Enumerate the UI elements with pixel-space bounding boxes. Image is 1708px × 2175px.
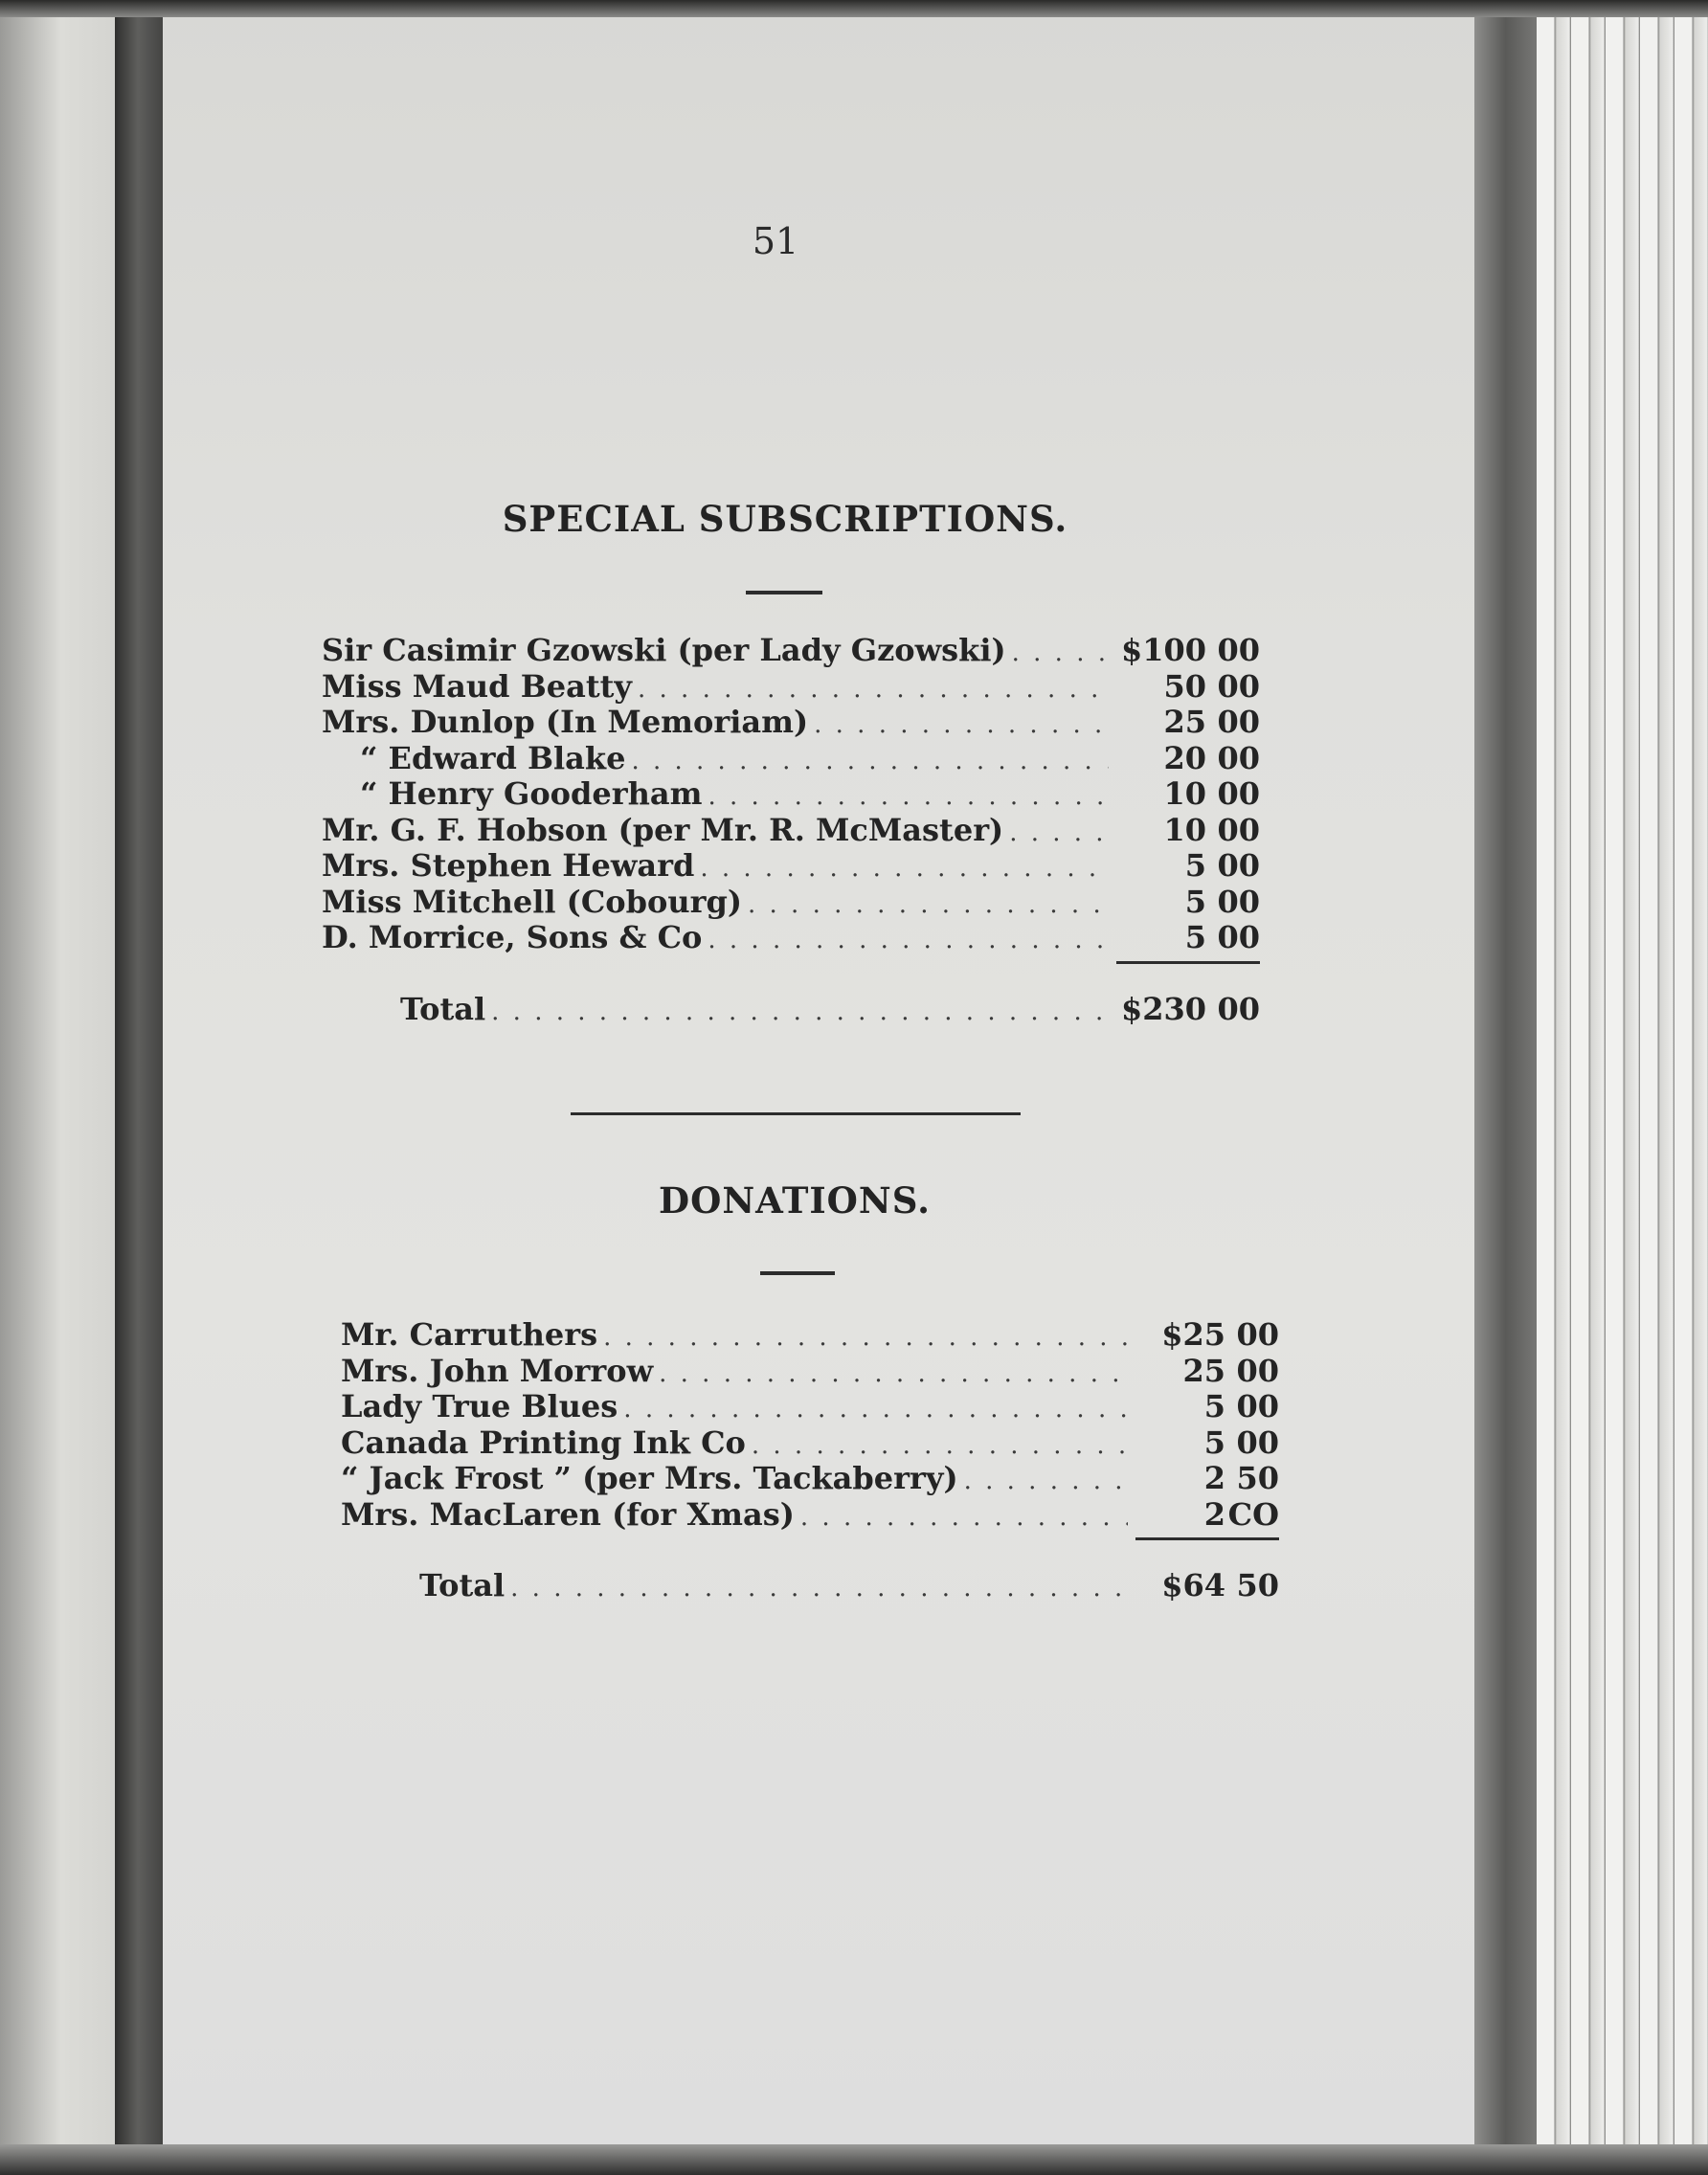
total-label: Total: [419, 1567, 506, 1603]
list-item: [341, 1496, 1279, 1533]
list-item: [341, 1388, 1279, 1424]
entry-dollars: 5: [1203, 1388, 1225, 1424]
entry-dollars: $25: [1161, 1316, 1225, 1353]
leader-dots: [510, 1574, 1128, 1603]
entry-cents: 00: [1217, 811, 1260, 848]
entry-name: Lady True Blues: [341, 1388, 618, 1424]
list-item: [341, 1460, 1279, 1496]
total-cents: 50: [1236, 1567, 1279, 1603]
heading-rule: [760, 1271, 835, 1275]
entry-cents: 00: [1217, 847, 1260, 884]
section-divider: [571, 1112, 1021, 1115]
entry-name: Sir Casimir Gzowski (per Lady Gzowski): [322, 632, 1006, 668]
entry-name: “ Jack Frost ” (per Mrs. Tackaberry): [341, 1460, 958, 1496]
entry-name: Miss Mitchell (Cobourg): [322, 883, 742, 920]
entry-name: “ Henry Gooderham: [360, 775, 703, 812]
page: [163, 0, 1484, 2175]
page-number: 51: [752, 220, 799, 262]
special-subscriptions-heading: SPECIAL SUBSCRIPTIONS.: [502, 498, 1068, 540]
entry-cents: 00: [1217, 883, 1260, 920]
entry-dollars: 5: [1184, 919, 1206, 955]
top-border: [0, 0, 1708, 17]
list-item: [341, 1316, 1279, 1353]
entry-name: D. Morrice, Sons & Co: [322, 919, 703, 955]
bottom-border: [0, 2144, 1708, 2175]
leader-dots: [800, 1503, 1128, 1532]
entry-dollars: 10: [1163, 775, 1206, 812]
entry-cents: 00: [1217, 667, 1260, 705]
entry-dollars: 10: [1163, 811, 1206, 848]
total-row: [341, 1567, 1279, 1603]
leader-dots: [603, 1323, 1128, 1352]
donations-heading: DONATIONS.: [659, 1179, 931, 1222]
entry-name: Mrs. John Morrow: [341, 1352, 654, 1389]
list-item: [322, 919, 1260, 955]
total-row: [322, 991, 1260, 1027]
entry-name: Canada Printing Ink Co: [341, 1424, 746, 1461]
entry-name: Mrs. MacLaren (for Xmas): [341, 1495, 795, 1533]
entry-cents: 50: [1236, 1460, 1279, 1496]
total-rule: [1135, 1537, 1279, 1540]
list-item: [322, 740, 1260, 776]
total-cents: 00: [1217, 990, 1260, 1027]
special-subscriptions-list: [322, 632, 1260, 1026]
leader-dots: [638, 675, 1109, 704]
entry-cents: 00: [1217, 775, 1260, 812]
leader-dots: [1012, 639, 1109, 667]
leader-dots: [631, 747, 1109, 775]
leader-dots: [708, 782, 1109, 811]
entry-cents: 00: [1217, 704, 1260, 740]
entry-dollars: 2: [1203, 1495, 1225, 1533]
leader-dots: [814, 710, 1109, 739]
list-item: [322, 668, 1260, 705]
total-dollars: $64: [1161, 1567, 1225, 1603]
entry-name: Mr. Carruthers: [341, 1316, 598, 1353]
entry-cents: 00: [1236, 1424, 1279, 1461]
entry-dollars: 5: [1203, 1424, 1225, 1461]
list-item: [322, 704, 1260, 740]
entry-cents: 00: [1217, 919, 1260, 955]
leader-dots: [700, 854, 1109, 883]
entry-cents: 00: [1236, 1388, 1279, 1424]
entry-dollars: 50: [1163, 667, 1206, 705]
entry-cents: 00: [1217, 632, 1260, 668]
entry-name: Mr. G. F. Hobson (per Mr. R. McMaster): [322, 811, 1004, 848]
entry-name: Miss Maud Beatty: [322, 667, 632, 705]
leader-dots: [964, 1467, 1128, 1495]
leader-dots: [752, 1431, 1128, 1460]
total-rule: [1116, 961, 1260, 964]
heading-rule: [746, 591, 822, 594]
entry-cents: 00: [1236, 1352, 1279, 1389]
page-edges: [1537, 0, 1708, 2175]
leader-dots: [708, 926, 1109, 954]
entry-name: “ Edward Blake: [360, 739, 626, 776]
list-item: [322, 812, 1260, 848]
list-item: [322, 632, 1260, 668]
leader-dots: [748, 890, 1109, 919]
total-label: Total: [400, 990, 486, 1027]
entry-cents: 00: [1236, 1316, 1279, 1353]
entry-name: Mrs. Stephen Heward: [322, 847, 695, 884]
list-item: [322, 884, 1260, 920]
leader-dots: [659, 1359, 1128, 1388]
entry-dollars: 5: [1184, 883, 1206, 920]
page-edge-shadow: [1474, 0, 1537, 2175]
entry-dollars: 5: [1184, 847, 1206, 884]
entry-dollars: 25: [1182, 1352, 1225, 1389]
list-item: [322, 847, 1260, 884]
leader-dots: [491, 998, 1109, 1026]
entry-cents: CO: [1227, 1495, 1279, 1533]
donations-list: [341, 1316, 1279, 1603]
entry-dollars: 25: [1163, 704, 1206, 740]
entry-cents: 00: [1217, 739, 1260, 776]
list-item: [341, 1353, 1279, 1389]
list-item: [322, 775, 1260, 812]
list-item: [341, 1424, 1279, 1461]
leader-dots: [1009, 818, 1109, 847]
entry-dollars: 20: [1163, 739, 1206, 776]
total-dollars: $230: [1120, 990, 1206, 1027]
leader-dots: [623, 1395, 1128, 1424]
entry-dollars: $100: [1120, 632, 1206, 668]
entry-name: Mrs. Dunlop (In Memoriam): [322, 704, 809, 740]
entry-dollars: 2: [1203, 1460, 1225, 1496]
